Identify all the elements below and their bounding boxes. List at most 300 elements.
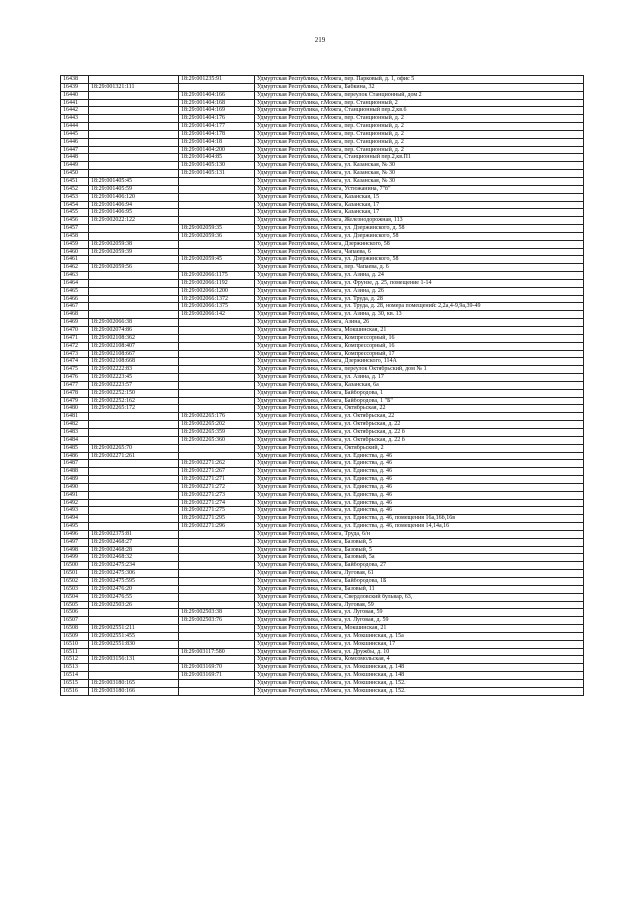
building-cadastral-number-cell: 18:29:001235:91 <box>179 76 255 84</box>
land-cadastral-number-cell: 18:29:002252:150 <box>89 389 179 397</box>
land-cadastral-number-cell <box>89 279 179 287</box>
address-cell: Удмуртская Республика, г.Можга, ул. Казанская, № 30 <box>255 162 584 170</box>
record-number-cell: 16459 <box>61 240 89 248</box>
land-cadastral-number-cell: 18:29:002108:407 <box>89 342 179 350</box>
building-cadastral-number-cell <box>179 240 255 248</box>
building-cadastral-number-cell <box>179 679 255 687</box>
table-row <box>61 358 584 366</box>
table-row <box>61 327 584 335</box>
record-number-cell: 16460 <box>61 248 89 256</box>
land-cadastral-number-cell <box>89 107 179 115</box>
building-cadastral-number-cell: 18:29:002066:1200 <box>179 287 255 295</box>
address-cell: Удмуртская Республика, г.Можга, ул. Мокшинская, д. 152. <box>255 687 584 695</box>
land-cadastral-number-cell <box>89 130 179 138</box>
address-cell: Удмуртская Республика, г.Можга, ул. Труда, д. 28, номера помещений: 2,2а,4-9,9а,39-49 <box>255 303 584 311</box>
address-cell: Удмуртская Республика, г.Можга, ул. Дзержинского, 58 <box>255 232 584 240</box>
building-cadastral-number-cell: 18:29:001404:169 <box>179 107 255 115</box>
land-cadastral-number-cell: 18:29:002551:211 <box>89 625 179 633</box>
record-number-cell: 16477 <box>61 381 89 389</box>
address-cell: Удмуртская Республика, г.Можга, ул. Единства, д. 46 <box>255 499 584 507</box>
land-cadastral-number-cell: 18:29:002059:39 <box>89 248 179 256</box>
table-row <box>61 279 584 287</box>
table-row <box>61 546 584 554</box>
land-cadastral-number-cell: 18:29:001406:120 <box>89 193 179 201</box>
address-cell: Удмуртская Республика, г.Можга, ул. Единства, д. 46 <box>255 452 584 460</box>
record-number-cell: 16512 <box>61 656 89 664</box>
building-cadastral-number-cell <box>179 632 255 640</box>
table-row <box>61 240 584 248</box>
address-cell: Удмуртская Республика, г.Можга, Октябрьская, 22 <box>255 405 584 413</box>
building-cadastral-number-cell <box>179 358 255 366</box>
table-row <box>61 523 584 531</box>
building-cadastral-number-cell: 18:29:003169:70 <box>179 664 255 672</box>
building-cadastral-number-cell <box>179 593 255 601</box>
land-cadastral-number-cell: 18:29:002265:172 <box>89 405 179 413</box>
building-cadastral-number-cell: 18:29:001404:18 <box>179 138 255 146</box>
table-row <box>61 562 584 570</box>
address-cell: Удмуртская Республика, г.Можга, ул. Октябрьская, д. 22 <box>255 421 584 429</box>
address-cell: Удмуртская Республика, г.Можга, ул. Дзержинского, д. 58 <box>255 225 584 233</box>
table-row <box>61 648 584 656</box>
address-cell: Удмуртская Республика, г.Можга, ул. Казанская, № 30 <box>255 177 584 185</box>
record-number-cell: 16480 <box>61 405 89 413</box>
building-cadastral-number-cell <box>179 209 255 217</box>
land-cadastral-number-cell: 18:29:003156:131 <box>89 656 179 664</box>
record-number-cell: 16451 <box>61 177 89 185</box>
building-cadastral-number-cell: 18:29:001405:130 <box>179 162 255 170</box>
building-cadastral-number-cell <box>179 554 255 562</box>
record-number-cell: 16500 <box>61 562 89 570</box>
table-row <box>61 209 584 217</box>
land-cadastral-number-cell <box>89 617 179 625</box>
table-row <box>61 154 584 162</box>
record-number-cell: 16503 <box>61 585 89 593</box>
address-cell: Удмуртская Республика, г.Можга, пер. Станционный, 2 <box>255 99 584 107</box>
record-number-cell: 16473 <box>61 350 89 358</box>
record-number-cell: 16514 <box>61 672 89 680</box>
land-cadastral-number-cell <box>89 476 179 484</box>
record-number-cell: 16446 <box>61 138 89 146</box>
table-row <box>61 640 584 648</box>
land-cadastral-number-cell: 18:29:003180:165 <box>89 679 179 687</box>
building-cadastral-number-cell: 18:29:002066:1375 <box>179 303 255 311</box>
record-number-cell: 16516 <box>61 687 89 695</box>
address-cell: Удмуртская Республика, г.Можга, Компрессорный, 16 <box>255 334 584 342</box>
building-cadastral-number-cell <box>179 625 255 633</box>
building-cadastral-number-cell: 18:29:002271:273 <box>179 491 255 499</box>
address-cell: Удмуртская Республика, г.Можга, переулок Станционный, дом 2 <box>255 91 584 99</box>
record-number-cell: 16509 <box>61 632 89 640</box>
building-cadastral-number-cell <box>179 193 255 201</box>
table-row <box>61 389 584 397</box>
table-row <box>61 672 584 680</box>
record-number-cell: 16513 <box>61 664 89 672</box>
land-cadastral-number-cell: 18:29:002551:830 <box>89 640 179 648</box>
building-cadastral-number-cell <box>179 538 255 546</box>
record-number-cell: 16482 <box>61 421 89 429</box>
land-cadastral-number-cell <box>89 523 179 531</box>
land-cadastral-number-cell <box>89 303 179 311</box>
address-cell: Удмуртская Республика, г.Можга, Байбородова, 1Б <box>255 578 584 586</box>
table-row <box>61 138 584 146</box>
address-cell: Удмуртская Республика, г.Можга, Устюжанина, 7"б" <box>255 185 584 193</box>
land-cadastral-number-cell: 18:29:002223:45 <box>89 374 179 382</box>
record-number-cell: 16466 <box>61 295 89 303</box>
land-cadastral-number-cell <box>89 483 179 491</box>
record-number-cell: 16485 <box>61 444 89 452</box>
table-row <box>61 319 584 327</box>
address-cell: Удмуртская Республика, г.Можга, Компрессорный, 17 <box>255 350 584 358</box>
land-cadastral-number-cell: 18:29:002265:70 <box>89 444 179 452</box>
record-number-cell: 16479 <box>61 397 89 405</box>
record-number-cell: 16445 <box>61 130 89 138</box>
building-cadastral-number-cell <box>179 177 255 185</box>
land-cadastral-number-cell <box>89 436 179 444</box>
record-number-cell: 16456 <box>61 217 89 225</box>
land-cadastral-number-cell <box>89 154 179 162</box>
address-cell: Удмуртская Республика, г.Можга, Базовый, 11 <box>255 585 584 593</box>
land-cadastral-number-cell <box>89 146 179 154</box>
table-row <box>61 421 584 429</box>
table-row <box>61 609 584 617</box>
record-number-cell: 16478 <box>61 389 89 397</box>
table-row <box>61 483 584 491</box>
table-row <box>61 585 584 593</box>
land-cadastral-number-cell <box>89 311 179 319</box>
land-cadastral-number-cell <box>89 138 179 146</box>
table-row <box>61 593 584 601</box>
table-row <box>61 444 584 452</box>
record-number-cell: 16499 <box>61 554 89 562</box>
record-number-cell: 16504 <box>61 593 89 601</box>
building-cadastral-number-cell: 18:29:002271:272 <box>179 483 255 491</box>
land-cadastral-number-cell: 18:29:002108:667 <box>89 350 179 358</box>
land-cadastral-number-cell <box>89 76 179 84</box>
address-cell: Удмуртская Республика, г.Можга, пер. Станционный, д. 2 <box>255 130 584 138</box>
land-cadastral-number-cell <box>89 123 179 131</box>
address-cell: Удмуртская Республика, г.Можга, ул. Мокшинская, 17 <box>255 640 584 648</box>
land-cadastral-number-cell: 18:29:002375:81 <box>89 530 179 538</box>
building-cadastral-number-cell: 18:29:002265:202 <box>179 421 255 429</box>
table-row <box>61 76 584 84</box>
address-cell: Удмуртская Республика, г.Можга, Базовый, 5а <box>255 554 584 562</box>
table-row <box>61 91 584 99</box>
land-cadastral-number-cell <box>89 421 179 429</box>
land-cadastral-number-cell: 18:29:002108:362 <box>89 334 179 342</box>
building-cadastral-number-cell <box>179 201 255 209</box>
record-number-cell: 16455 <box>61 209 89 217</box>
table-row <box>61 162 584 170</box>
table-row <box>61 130 584 138</box>
land-cadastral-number-cell: 18:29:002108:668 <box>89 358 179 366</box>
table-row <box>61 374 584 382</box>
record-number-cell: 16450 <box>61 170 89 178</box>
table-row <box>61 225 584 233</box>
building-cadastral-number-cell <box>179 687 255 695</box>
table-row <box>61 311 584 319</box>
address-cell: Удмуртская Республика, г.Можга, Мокшинская, 21 <box>255 625 584 633</box>
land-cadastral-number-cell <box>89 648 179 656</box>
building-cadastral-number-cell: 18:29:001404:166 <box>179 91 255 99</box>
table-row <box>61 193 584 201</box>
building-cadastral-number-cell <box>179 640 255 648</box>
table-row <box>61 460 584 468</box>
record-number-cell: 16508 <box>61 625 89 633</box>
address-cell: Удмуртская Республика, г.Можга, ул. Азина, д. 26 <box>255 287 584 295</box>
record-number-cell: 16465 <box>61 287 89 295</box>
record-number-cell: 16441 <box>61 99 89 107</box>
record-number-cell: 16488 <box>61 468 89 476</box>
table-row <box>61 499 584 507</box>
record-number-cell: 16440 <box>61 91 89 99</box>
address-cell: Удмуртская Республика, г.Можга, пер. Станционный, д. 2 <box>255 115 584 123</box>
record-number-cell: 16438 <box>61 76 89 84</box>
record-number-cell: 16474 <box>61 358 89 366</box>
record-number-cell: 16507 <box>61 617 89 625</box>
building-cadastral-number-cell: 18:29:001404:176 <box>179 115 255 123</box>
table-row <box>61 287 584 295</box>
table-row <box>61 177 584 185</box>
record-number-cell: 16470 <box>61 327 89 335</box>
table-row <box>61 538 584 546</box>
land-cadastral-number-cell <box>89 232 179 240</box>
building-cadastral-number-cell <box>179 334 255 342</box>
table-row <box>61 232 584 240</box>
building-cadastral-number-cell: 18:29:002271:274 <box>179 499 255 507</box>
table-row <box>61 366 584 374</box>
land-cadastral-number-cell: 18:29:002476:20 <box>89 585 179 593</box>
building-cadastral-number-cell <box>179 366 255 374</box>
address-cell: Удмуртская Республика, г.Можга, Чапаева, 6 <box>255 248 584 256</box>
address-cell: Удмуртская Республика, г.Можга, ул. Луговая, 59 <box>255 609 584 617</box>
land-cadastral-number-cell <box>89 99 179 107</box>
land-cadastral-number-cell <box>89 115 179 123</box>
land-cadastral-number-cell <box>89 413 179 421</box>
building-cadastral-number-cell <box>179 562 255 570</box>
record-number-cell: 16463 <box>61 272 89 280</box>
record-number-cell: 16492 <box>61 499 89 507</box>
land-cadastral-number-cell: 18:29:002059:56 <box>89 264 179 272</box>
table-row <box>61 405 584 413</box>
address-cell: Удмуртская Республика, г.Можга, ул. Мокшинская, д. 15а <box>255 632 584 640</box>
record-number-cell: 16461 <box>61 256 89 264</box>
land-cadastral-number-cell: 18:29:001405:45 <box>89 177 179 185</box>
table-row <box>61 107 584 115</box>
table-row <box>61 428 584 436</box>
table-row <box>61 601 584 609</box>
building-cadastral-number-cell: 18:29:001404:178 <box>179 130 255 138</box>
address-cell: Удмуртская Республика, г.Можга, Компрессорный, 16 <box>255 342 584 350</box>
record-number-cell: 16496 <box>61 530 89 538</box>
table-row <box>61 625 584 633</box>
land-cadastral-number-cell <box>89 162 179 170</box>
building-cadastral-number-cell: 18:29:002503:38 <box>179 609 255 617</box>
address-cell: Удмуртская Республика, г.Можга, Станционный пер.2,кв.П1 <box>255 154 584 162</box>
land-cadastral-number-cell: 18:29:002271:261 <box>89 452 179 460</box>
table-row <box>61 397 584 405</box>
table-row <box>61 436 584 444</box>
address-cell: Удмуртская Республика, г.Можга, Мокшинская, 21 <box>255 327 584 335</box>
land-cadastral-number-cell: 18:29:002551:455 <box>89 632 179 640</box>
address-cell: Удмуртская Республика, г.Можга, пер. Станционный, д. 2 <box>255 146 584 154</box>
address-cell: Удмуртская Республика, г.Можга, ул. Октябрьская, д. 22 б <box>255 428 584 436</box>
land-cadastral-number-cell: 18:29:002476:55 <box>89 593 179 601</box>
record-number-cell: 16449 <box>61 162 89 170</box>
record-number-cell: 16493 <box>61 507 89 515</box>
address-cell: Удмуртская Республика, г.Можга, пер. Чапаева, д. 6 <box>255 264 584 272</box>
record-number-cell: 16452 <box>61 185 89 193</box>
land-cadastral-number-cell: 18:29:002252:162 <box>89 397 179 405</box>
record-number-cell: 16467 <box>61 303 89 311</box>
building-cadastral-number-cell <box>179 327 255 335</box>
land-cadastral-number-cell <box>89 272 179 280</box>
table-row <box>61 476 584 484</box>
building-cadastral-number-cell: 18:29:001404:85 <box>179 154 255 162</box>
record-number-cell: 16471 <box>61 334 89 342</box>
building-cadastral-number-cell: 18:29:002066:1175 <box>179 272 255 280</box>
address-cell: Удмуртская Республика, г.Можга, Свердловский бульвар, 63, <box>255 593 584 601</box>
building-cadastral-number-cell: 18:29:002271:267 <box>179 468 255 476</box>
address-cell: Удмуртская Республика, г.Можга, ул. Мокшинская, д. 148 <box>255 672 584 680</box>
address-cell: Удмуртская Республика, г.Можга, ул. Единства, д. 46 <box>255 507 584 515</box>
address-cell: Удмуртская Республика, г.Можга, Станционный пер.2,кв.6 <box>255 107 584 115</box>
building-cadastral-number-cell: 18:29:002066:1372 <box>179 295 255 303</box>
table-row <box>61 99 584 107</box>
address-cell: Удмуртская Республика, г.Можга, Дзержинского, 114А <box>255 358 584 366</box>
building-cadastral-number-cell: 18:29:002503:76 <box>179 617 255 625</box>
page-number: 219 <box>314 36 326 44</box>
record-number-cell: 16444 <box>61 123 89 131</box>
table-row <box>61 350 584 358</box>
address-cell: Удмуртская Республика, г.Можга, пер. Станционный, д. 2 <box>255 123 584 131</box>
address-cell: Удмуртская Республика, г.Можга, Комсомольская, 4 <box>255 656 584 664</box>
address-cell: Удмуртская Республика, г.Можга, ул. Единства, д. 46 <box>255 460 584 468</box>
address-cell: Удмуртская Республика, г.Можга, ул. Мокшинская, д. 148 <box>255 664 584 672</box>
table-row <box>61 617 584 625</box>
record-number-cell: 16502 <box>61 578 89 586</box>
table-row <box>61 570 584 578</box>
table-row <box>61 201 584 209</box>
address-cell: Удмуртская Республика, г.Можга, ул. Единства, д. 46 <box>255 476 584 484</box>
address-cell: Удмуртская Республика, г.Можга, Луговая, 61 <box>255 570 584 578</box>
land-cadastral-number-cell <box>89 664 179 672</box>
table-row <box>61 515 584 523</box>
record-number-cell: 16490 <box>61 483 89 491</box>
record-number-cell: 16491 <box>61 491 89 499</box>
land-cadastral-number-cell: 18:29:001405:59 <box>89 185 179 193</box>
record-number-cell: 16457 <box>61 225 89 233</box>
land-cadastral-number-cell: 18:29:002468:32 <box>89 554 179 562</box>
building-cadastral-number-cell: 18:29:001404:200 <box>179 146 255 154</box>
address-cell: Удмуртская Республика, г.Можга, Казанская, 17 <box>255 209 584 217</box>
address-cell: Удмуртская Республика, г.Можга, ул. Казанская, № 30 <box>255 170 584 178</box>
table-row <box>61 342 584 350</box>
building-cadastral-number-cell <box>179 452 255 460</box>
building-cadastral-number-cell <box>179 570 255 578</box>
address-cell: Удмуртская Республика, г.Можга, ул. Труда, д. 28 <box>255 295 584 303</box>
building-cadastral-number-cell <box>179 444 255 452</box>
building-cadastral-number-cell <box>179 405 255 413</box>
land-cadastral-number-cell <box>89 460 179 468</box>
land-cadastral-number-cell <box>89 468 179 476</box>
record-number-cell: 16505 <box>61 601 89 609</box>
address-cell: Удмуртская Республика, г.Можга, Октябрьский, 2 <box>255 444 584 452</box>
address-cell: Удмуртская Республика, г.Можга, ул. Дружбы, д. 10 <box>255 648 584 656</box>
building-cadastral-number-cell <box>179 578 255 586</box>
land-cadastral-number-cell: 18:29:002074:86 <box>89 327 179 335</box>
building-cadastral-number-cell <box>179 381 255 389</box>
record-number-cell: 16494 <box>61 515 89 523</box>
land-cadastral-number-cell: 18:29:002475:234 <box>89 562 179 570</box>
table-row <box>61 248 584 256</box>
address-cell: Удмуртская Республика, г.Можга, Дзержинского, 58 <box>255 240 584 248</box>
address-cell: Удмуртская Республика, г.Можга, ул. Азина, д. 30, кв. 13 <box>255 311 584 319</box>
record-number-cell: 16447 <box>61 146 89 154</box>
records-table <box>60 75 584 696</box>
table-row <box>61 413 584 421</box>
record-number-cell: 16439 <box>61 83 89 91</box>
record-number-cell: 16464 <box>61 279 89 287</box>
record-number-cell: 16462 <box>61 264 89 272</box>
address-cell: Удмуртская Республика, г.Можга, Базовый, 5 <box>255 546 584 554</box>
land-cadastral-number-cell <box>89 428 179 436</box>
record-number-cell: 16487 <box>61 460 89 468</box>
land-cadastral-number-cell: 18:29:001321:111 <box>89 83 179 91</box>
building-cadastral-number-cell: 18:29:002066:142 <box>179 311 255 319</box>
record-number-cell: 16515 <box>61 679 89 687</box>
record-number-cell: 16443 <box>61 115 89 123</box>
building-cadastral-number-cell: 18:29:003169:71 <box>179 672 255 680</box>
record-number-cell: 16510 <box>61 640 89 648</box>
record-number-cell: 16468 <box>61 311 89 319</box>
record-number-cell: 16495 <box>61 523 89 531</box>
table-row <box>61 123 584 131</box>
table-row <box>61 256 584 264</box>
building-cadastral-number-cell: 18:29:001405:131 <box>179 170 255 178</box>
table-row <box>61 334 584 342</box>
address-cell: Удмуртская Республика, г.Можга, ул. Октябрьская, д. 22 б <box>255 436 584 444</box>
building-cadastral-number-cell: 18:29:002271:275 <box>179 507 255 515</box>
table-row <box>61 272 584 280</box>
address-cell: Удмуртская Республика, г.Можга, ул. Луговая, д. 59 <box>255 617 584 625</box>
record-number-cell: 16506 <box>61 609 89 617</box>
table-row <box>61 554 584 562</box>
address-cell: Удмуртская Республика, г.Можга, переулок Октябрьский, дом № 1 <box>255 366 584 374</box>
building-cadastral-number-cell: 18:29:002059:45 <box>179 256 255 264</box>
address-cell: Удмуртская Республика, г.Можга, Луговая, 59 <box>255 601 584 609</box>
land-cadastral-number-cell: 18:29:002475:306 <box>89 570 179 578</box>
table-row <box>61 578 584 586</box>
building-cadastral-number-cell: 18:29:002059:35 <box>179 225 255 233</box>
land-cadastral-number-cell: 18:29:002223:57 <box>89 381 179 389</box>
record-number-cell: 16501 <box>61 570 89 578</box>
table-row <box>61 687 584 695</box>
address-cell: Удмуртская Республика, г.Можга, ул. Фрунзе, д. 25, помещение 1-14 <box>255 279 584 287</box>
building-cadastral-number-cell <box>179 248 255 256</box>
table-row <box>61 217 584 225</box>
table-row <box>61 468 584 476</box>
land-cadastral-number-cell <box>89 225 179 233</box>
address-cell: Удмуртская Республика, г.Можга, Базовый, 5 <box>255 538 584 546</box>
table-row <box>61 679 584 687</box>
building-cadastral-number-cell: 18:29:002265:176 <box>179 413 255 421</box>
address-cell: Удмуртская Республика, г.Можга, ул. Единства, д. 46, помещения 16а,16б,16в <box>255 515 584 523</box>
address-cell: Удмуртская Республика, г.Можга, Байбородова, 27 <box>255 562 584 570</box>
table-row <box>61 664 584 672</box>
building-cadastral-number-cell: 18:29:002271:262 <box>179 460 255 468</box>
address-cell: Удмуртская Республика, г.Можга, Азина, 26 <box>255 319 584 327</box>
table-row <box>61 170 584 178</box>
